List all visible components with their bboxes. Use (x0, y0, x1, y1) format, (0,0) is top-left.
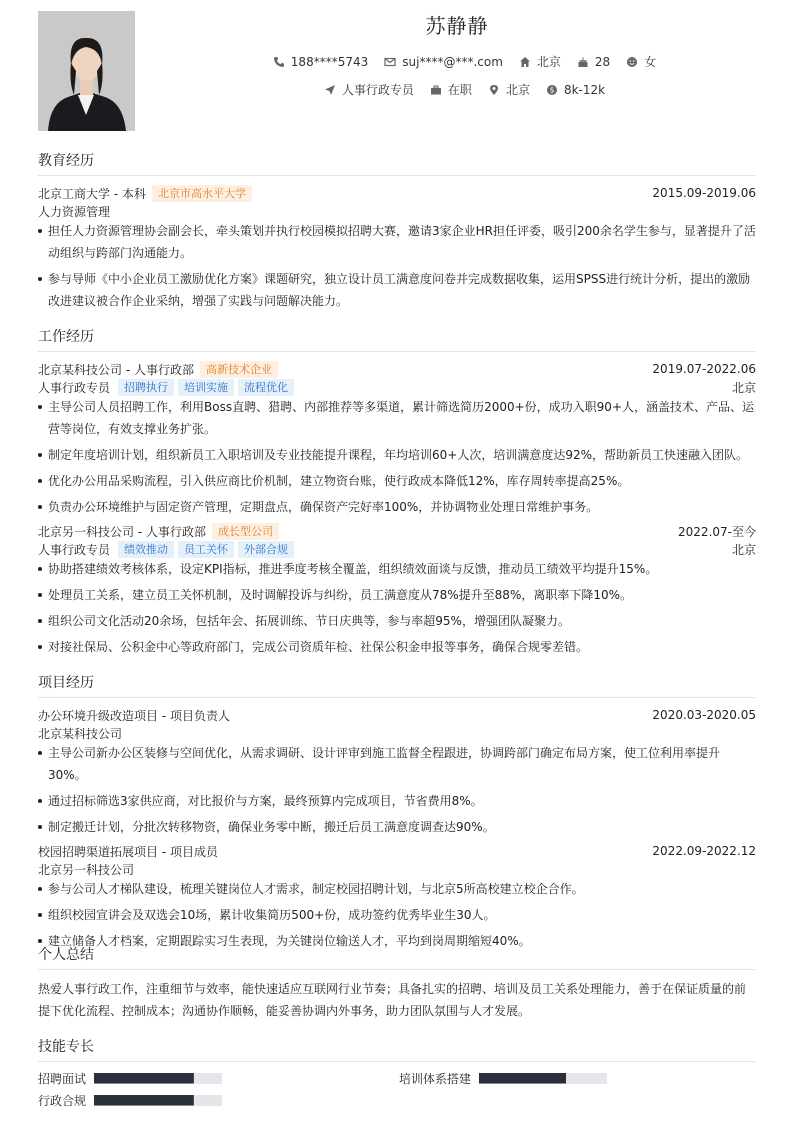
project-entry (38, 842, 756, 952)
projects-section (38, 672, 756, 956)
mail-icon (384, 56, 396, 68)
job-head (38, 522, 756, 540)
expected-city-value: 北京 (505, 83, 530, 97)
svg-text:$: $ (549, 85, 555, 95)
section-title: 工作经历 (38, 326, 756, 352)
company-tag: 成长型公司 (212, 523, 279, 540)
list-item: 对接社保局、公积金中心等政府部门，完成公司资质年检、社保公积金申报等事务，确保合规零差错。 (38, 636, 756, 658)
section-title: 教育经历 (38, 150, 756, 176)
age-info (577, 55, 610, 69)
gender-value: 女 (644, 55, 657, 69)
skill-level-fill (94, 1095, 194, 1106)
skill-tag: 员工关怀 (178, 541, 234, 558)
major: 人力资源管理 (38, 204, 111, 219)
skill-tag: 招聘执行 (118, 379, 174, 396)
summary-text: 热爱人事行政工作，注重细节与效率，能快速适应互联网行业节奏；具备扎实的招聘、培训及员工关系处理能力，善于在保证质量的前提下优化流程、控制成本；沟通协作顺畅，能妥善协调内外事务，助力团队氛围与人才发展。 (38, 982, 747, 1018)
list-item: 制定年度培训计划，组织新员工入职培训及专业技能提升课程，年均培训60+人次，培训满意度达92%，帮助新员工快速融入团队。 (38, 444, 756, 466)
skill-level-bar (94, 1095, 222, 1106)
major-line (38, 202, 756, 220)
skill-level-bar (479, 1073, 607, 1084)
skill-name: 行政合规 (38, 1093, 87, 1108)
skill-level-fill (479, 1073, 566, 1084)
skill-item (38, 1092, 399, 1108)
skill-tag: 绩效推动 (118, 541, 174, 558)
skill-tag: 外部合规 (238, 541, 294, 558)
list-item: 通过招标筛选3家供应商，对比报价与方案，最终预算内完成项目，节省费用8%。 (38, 790, 756, 812)
job-bullets (38, 396, 756, 518)
position-info (324, 81, 414, 98)
status-info (430, 81, 472, 98)
education-head (38, 184, 756, 202)
skill-tag: 流程优化 (238, 379, 294, 396)
briefcase-icon (430, 84, 442, 96)
contact-row (135, 53, 794, 70)
project-name: 校园招聘渠道拓展项目 - 项目成员 (38, 844, 218, 859)
list-item: 主导公司人员招聘工作，利用Boss直聘、猎聘、内部推荐等多渠道，累计筛选简历2000+份，成功入职90+人，涵盖技术、产品、运营等岗位，有效支撑业务扩张。 (38, 396, 756, 440)
city-info (519, 53, 561, 70)
expected-city-info (488, 81, 530, 98)
candidate-name: 苏静静 (425, 14, 489, 38)
job-role: 人事行政专员 (38, 542, 111, 557)
list-item: 参与导师《中小企业员工激励优化方案》课题研究，独立设计员工满意度问卷并完成数据收集，运用SPSS进行统计分析，提出的激励改进建议被合作企业采纳，增强了实践与问题解决能力。 (38, 268, 756, 312)
project-date: 2020.03-2020.05 (652, 708, 756, 722)
list-item: 主导公司新办公区装修与空间优化，从需求调研、设计评审到施工监督全程跟进，协调跨部门确定布局方案，使工位利用率提升30%。 (38, 742, 756, 786)
list-item: 处理员工关系，建立员工关怀机制，及时调解投诉与纠纷，员工满意度从78%提升至88%，离职率下降10%。 (38, 584, 756, 606)
job-head (38, 360, 756, 378)
status-value: 在职 (447, 83, 472, 97)
section-title: 个人总结 (38, 944, 756, 970)
skill-name: 招聘面试 (38, 1071, 87, 1086)
job-role-line (38, 378, 756, 396)
school-tag: 北京市高水平大学 (152, 185, 252, 202)
company-name: 北京另一科技公司 - 人事行政部 (38, 524, 206, 539)
school-name: 北京工商大学 - 本科 (38, 186, 146, 201)
work-section (38, 326, 756, 662)
job-city: 北京 (731, 380, 756, 395)
list-item: 协助搭建绩效考核体系，设定KPI指标，推进季度考核全覆盖，组织绩效面谈与反馈，推动员工绩效平均提升15%。 (38, 558, 756, 580)
summary-section (38, 944, 756, 1022)
project-company: 北京另一科技公司 (38, 862, 135, 877)
gender-icon (626, 56, 638, 68)
skills-grid (38, 1070, 756, 1108)
skill-level-bar (94, 1073, 222, 1084)
job-date: 2022.07-至今 (678, 524, 756, 539)
job-date: 2019.07-2022.06 (652, 362, 756, 376)
company-name: 北京某科技公司 - 人事行政部 (38, 362, 194, 377)
email-value: suj****@***.com (402, 54, 503, 69)
skill-item (38, 1070, 399, 1086)
home-icon (519, 56, 531, 68)
phone-value: 188****5743 (290, 54, 369, 69)
skills-section (38, 1036, 756, 1108)
education-bullets (38, 220, 756, 312)
location-pin-icon (488, 84, 500, 96)
project-date: 2022.09-2022.12 (652, 844, 756, 858)
project-head (38, 706, 756, 724)
project-company: 北京某科技公司 (38, 726, 123, 741)
section-title: 项目经历 (38, 672, 756, 698)
section-title: 技能专长 (38, 1036, 756, 1062)
job-entry (38, 360, 756, 518)
list-item: 负责办公环境维护与固定资产管理，定期盘点，确保资产完好率100%，并协调物业处理日常维护事务。 (38, 496, 756, 518)
job-bullets (38, 558, 756, 658)
city-value: 北京 (536, 55, 561, 69)
company-tag: 高新技术企业 (200, 361, 278, 378)
salary-info (546, 83, 605, 97)
list-item: 优化办公用品采购流程，引入供应商比价机制，建立物资台账，使行政成本降低12%，库存周转率提高25%。 (38, 470, 756, 492)
list-item: 制定搬迁计划，分批次转移物资，确保业务零中断，搬迁后员工满意度调查达90%。 (38, 816, 756, 838)
skill-tag: 培训实施 (178, 379, 234, 396)
education-date: 2015.09-2019.06 (652, 186, 756, 200)
project-entry (38, 706, 756, 838)
project-bullets (38, 742, 756, 838)
salary-value: 8k-12k (563, 82, 606, 97)
job-intent-row (135, 81, 794, 98)
skill-level-fill (94, 1073, 194, 1084)
project-name: 办公环境升级改造项目 - 项目负责人 (38, 708, 230, 723)
age-value: 28 (594, 54, 611, 69)
job-city: 北京 (731, 542, 756, 557)
project-company-line (38, 860, 756, 878)
education-section (38, 150, 756, 316)
list-item: 组织公司文化活动20余场，包括年会、拓展训练、节日庆典等，参与率超95%，增强团队凝聚力。 (38, 610, 756, 632)
job-role-line (38, 540, 756, 558)
list-item: 参与公司人才梯队建设，梳理关键岗位人才需求，制定校园招聘计划，与北京5所高校建立校企合作。 (38, 878, 756, 900)
gender-info (626, 53, 656, 70)
job-entry (38, 522, 756, 658)
skill-name: 培训体系搭建 (399, 1071, 472, 1086)
email-info (384, 55, 503, 69)
project-bullets (38, 878, 756, 952)
project-head (38, 842, 756, 860)
list-item: 担任人力资源管理协会副会长，牵头策划并执行校园模拟招聘大赛，邀请3家企业HR担任评委，吸引200余名学生参与，显著提升了活动组织与跨部门沟通能力。 (38, 220, 756, 264)
list-item: 建立储备人才档案，定期跟踪实习生表现，为关键岗位输送人才，平均到岗周期缩短40%。 (38, 930, 756, 952)
cake-icon (577, 56, 589, 68)
list-item: 组织校园宣讲会及双选会10场，累计收集简历500+份，成功签约优秀毕业生30人。 (38, 904, 756, 926)
phone-info (273, 55, 368, 69)
skill-item (399, 1070, 756, 1086)
position-value: 人事行政专员 (341, 83, 414, 97)
project-company-line (38, 724, 756, 742)
job-role: 人事行政专员 (38, 380, 111, 395)
send-icon (324, 84, 336, 96)
money-icon (546, 84, 558, 96)
phone-icon (273, 56, 285, 68)
